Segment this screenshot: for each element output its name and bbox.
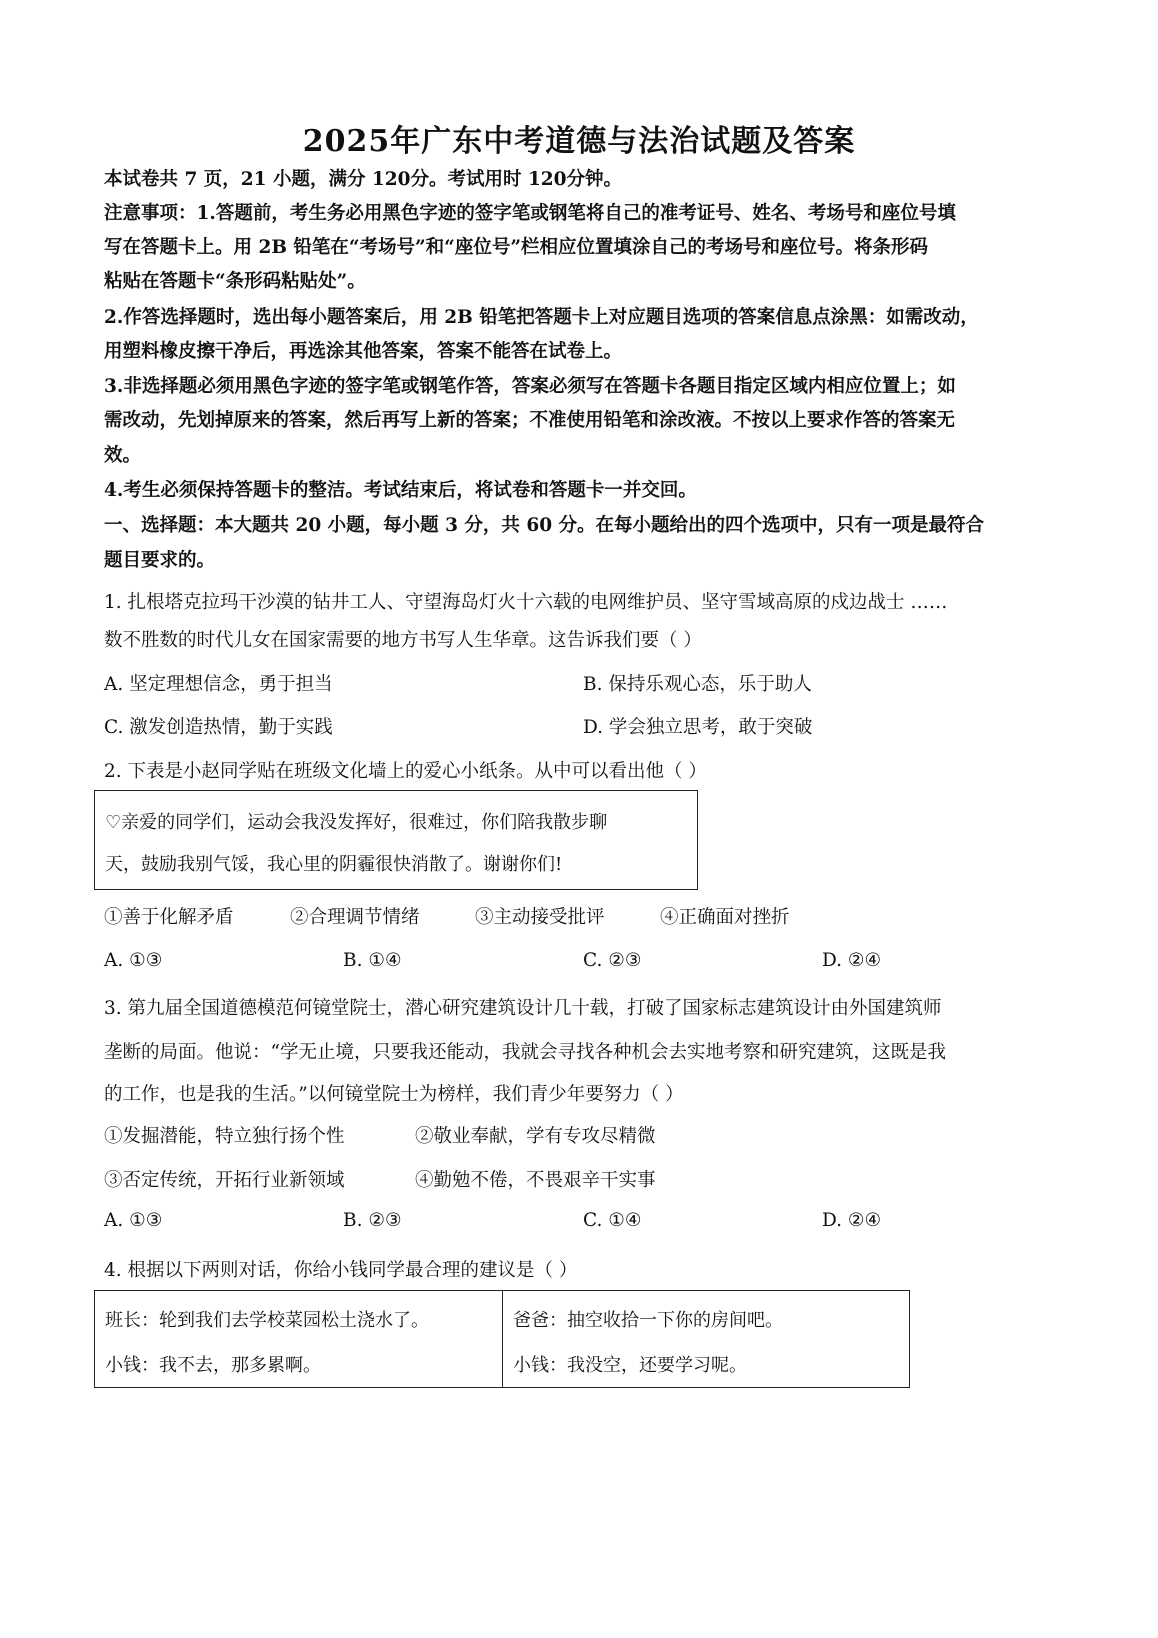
intro-line: 粘贴在答题卡“条形码粘贴处”。 <box>104 271 366 292</box>
intro-line: 需改动，先划掉原来的答案，然后再写上新的答案；不准使用铅笔和涂改液。不按以上要求作答的答案无 <box>104 410 956 431</box>
dialogue-line: 小钱：我不去，那多累啊。 <box>105 1355 321 1376</box>
question-1-stem: 数不胜数的时代儿女在国家需要的地方书写人生华章。这告诉我们要（ ） <box>104 630 702 651</box>
option-c: C. 激发创造热情，勤于实践 <box>104 717 333 738</box>
option-d: D. 学会独立思考，敢于突破 <box>583 717 813 738</box>
statement-2: ②合理调节情绪 <box>290 907 420 928</box>
intro-line: 4.考生必须保持答题卡的整洁。考试结束后，将试卷和答题卡一并交回。 <box>104 480 697 501</box>
section-heading: 一、选择题：本大题共 20 小题，每小题 3 分，共 60 分。在每小题给出的四个选项中，只有一项是最符合 <box>104 515 985 536</box>
note-line: ♡亲爱的同学们，运动会我没发挥好，很难过，你们陪我散步聊 <box>105 812 608 833</box>
question-3-stem: 垄断的局面。他说：“学无止境，只要我还能动，我就会寻找各种机会去实地考察和研究建筑，这既是我 <box>104 1042 946 1063</box>
section-heading: 题目要求的。 <box>104 550 216 571</box>
option-a: A. ①③ <box>104 1210 163 1231</box>
dialogue-line: 爸爸：抽空收拾一下你的房间吧。 <box>513 1310 783 1331</box>
option-b: B. ①④ <box>343 950 402 971</box>
statement-3: ③主动接受批评 <box>475 907 605 928</box>
question-4-stem: 4. 根据以下两则对话，你给小钱同学最合理的建议是（ ） <box>104 1260 578 1281</box>
question-3-stem: 的工作，也是我的生活。”以何镜堂院士为榜样，我们青少年要努力（ ） <box>104 1084 684 1105</box>
question-1-stem: 1. 扎根塔克拉玛干沙漠的钻井工人、守望海岛灯火十六载的电网维护员、坚守雪域高原的戍边战士 …… <box>104 592 948 613</box>
statement-4: ④正确面对挫折 <box>660 907 790 928</box>
dialogue-line: 小钱：我没空，还要学习呢。 <box>513 1355 747 1376</box>
option-c: C. ①④ <box>583 1210 642 1231</box>
intro-line: 效。 <box>104 445 142 466</box>
intro-line: 用塑料橡皮擦干净后，再选涂其他答案，答案不能答在试卷上。 <box>104 341 623 362</box>
page-title: 2025年广东中考道德与法治试题及答案 <box>302 124 856 159</box>
statement-2: ②敬业奉献，学有专攻尽精微 <box>415 1126 656 1147</box>
option-a: A. ①③ <box>104 950 163 971</box>
option-d: D. ②④ <box>822 950 882 971</box>
statement-4: ④勤勉不倦，不畏艰辛干实事 <box>415 1170 656 1191</box>
note-line: 天，鼓励我别气馁，我心里的阴霾很快消散了。谢谢你们! <box>105 854 563 875</box>
intro-line: 2.作答选择题时，选出每小题答案后，用 2B 铅笔把答题卡上对应题目选项的答案信息点涂黑：如需改动， <box>104 307 979 328</box>
intro-line: 写在答题卡上。用 2B 铅笔在“考场号”和“座位号”栏相应位置填涂自己的考场号和座位号。将条形码 <box>104 237 928 258</box>
note-box <box>94 790 698 890</box>
option-b: B. ②③ <box>343 1210 402 1231</box>
statement-1: ①发掘潜能，特立独行扬个性 <box>104 1126 345 1147</box>
intro-line: 3.非选择题必须用黑色字迹的签字笔或钢笔作答，答案必须写在答题卡各题目指定区域内相应位置上；如 <box>104 376 956 397</box>
option-a: A. 坚定理想信念，勇于担当 <box>104 674 333 695</box>
question-3-stem: 3. 第九届全国道德模范何镜堂院士，潜心研究建筑设计几十载，打破了国家标志建筑设计由外国建筑师 <box>104 998 942 1019</box>
intro-line: 本试卷共 7 页，21 小题，满分 120分。考试用时 120分钟。 <box>104 169 623 190</box>
table-divider <box>502 1291 503 1387</box>
statement-1: ①善于化解矛盾 <box>104 907 234 928</box>
question-2-stem: 2. 下表是小赵同学贴在班级文化墙上的爱心小纸条。从中可以看出他（ ） <box>104 761 707 782</box>
statement-3: ③否定传统，开拓行业新领域 <box>104 1170 345 1191</box>
intro-line: 注意事项：1.答题前，考生务必用黑色字迹的签字笔或钢笔将自己的准考证号、姓名、考场号和座位号填 <box>104 203 956 224</box>
option-d: D. ②④ <box>822 1210 882 1231</box>
option-b: B. 保持乐观心态，乐于助人 <box>583 674 812 695</box>
dialogue-line: 班长：轮到我们去学校菜园松土浇水了。 <box>105 1310 429 1331</box>
option-c: C. ②③ <box>583 950 642 971</box>
dialogue-table <box>94 1290 910 1388</box>
